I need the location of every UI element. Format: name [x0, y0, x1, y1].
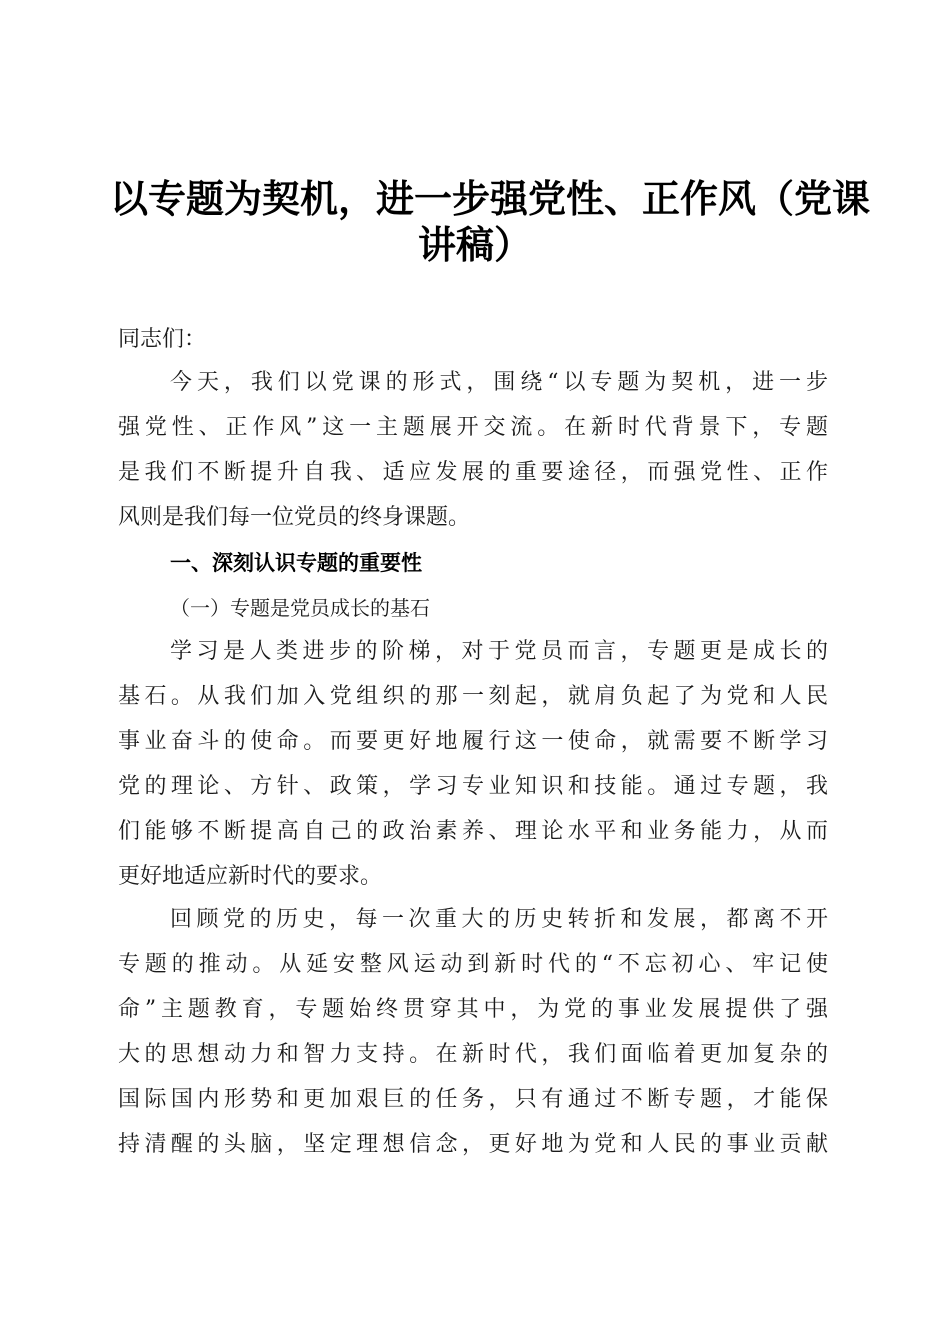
salutation: 同志们：: [118, 327, 207, 352]
paragraph-line: 国际国内形势和更加艰巨的任务，只有通过不断专题，才能保: [118, 1087, 828, 1112]
section-heading: 一、深刻认识专题的重要性: [170, 551, 422, 575]
document-title-line-1: 以专题为契机，进一步强党性、正作风（党课: [110, 176, 871, 221]
paragraph-line: 今天，我们以党课的形式，围绕“以专题为契机，进一步: [170, 370, 828, 395]
paragraph-line: 专题的推动。从延安整风运动到新时代的“不忘初心、牢记使: [118, 952, 828, 977]
paragraph-line: 是我们不断提升自我、适应发展的重要途径，而强党性、正作: [118, 460, 828, 485]
paragraph-line: 风则是我们每一位党员的终身课题。: [118, 505, 471, 530]
paragraph-line: 党的理论、方针、政策，学习专业知识和技能。通过专题，我: [118, 774, 828, 799]
paragraph-line: 回顾党的历史，每一次重大的历史转折和发展，都离不开: [170, 907, 828, 932]
document-title-line-2: 讲稿）: [417, 222, 532, 267]
paragraph-line: 更好地适应新时代的要求。: [118, 864, 383, 889]
paragraph-line: 命”主题教育，专题始终贯穿其中，为党的事业发展提供了强: [118, 997, 828, 1022]
paragraph-line: 基石。从我们加入党组织的那一刻起，就肩负起了为党和人民: [118, 684, 828, 709]
paragraph-line: 学习是人类进步的阶梯，对于党员而言，专题更是成长的: [170, 639, 828, 664]
subsection-heading: （一）专题是党员成长的基石: [170, 596, 430, 620]
paragraph-line: 持清醒的头脑，坚定理想信念，更好地为党和人民的事业贡献: [118, 1132, 828, 1157]
paragraph-line: 大的思想动力和智力支持。在新时代，我们面临着更加复杂的: [118, 1042, 828, 1067]
paragraph-line: 事业奋斗的使命。而要更好地履行这一使命，就需要不断学习: [118, 729, 828, 754]
paragraph-line: 强党性、正作风”这一主题展开交流。在新时代背景下，专题: [118, 415, 828, 440]
paragraph-line: 们能够不断提高自己的政治素养、理论水平和业务能力，从而: [118, 819, 828, 844]
